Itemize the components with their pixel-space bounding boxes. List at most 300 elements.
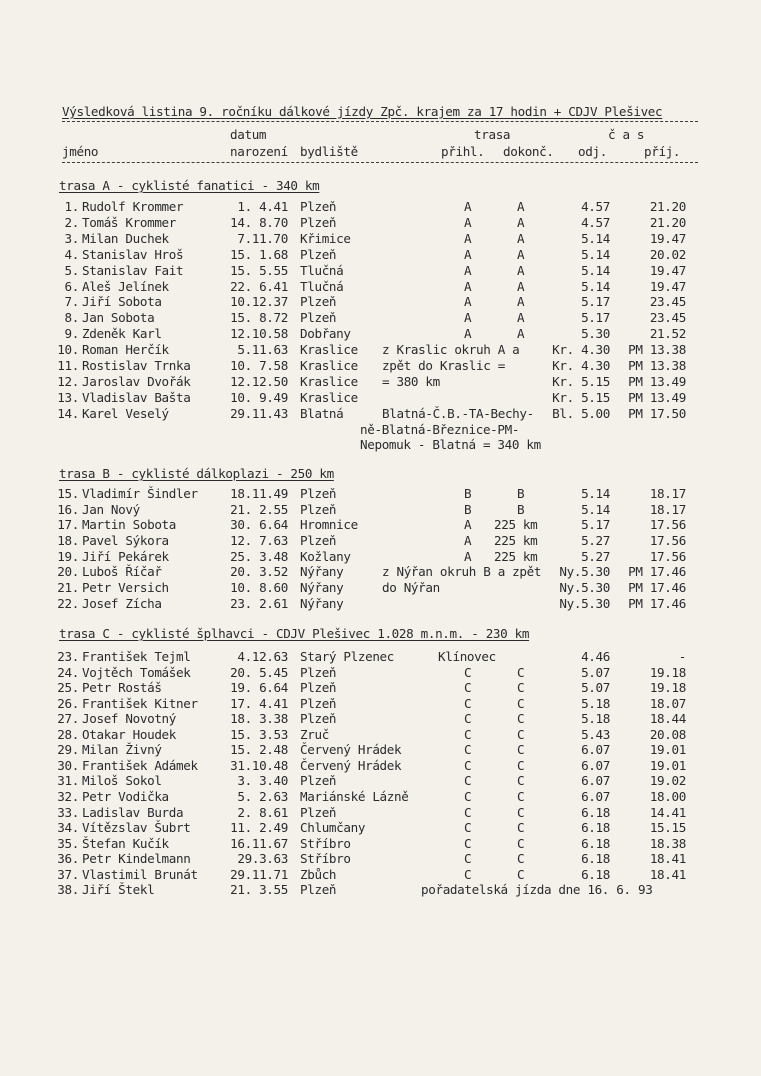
route-registered: A	[464, 247, 472, 262]
residence: Křimice	[300, 231, 351, 246]
birth-date: 11. 2.49	[230, 820, 288, 835]
header-dokonc: dokonč.	[503, 144, 554, 159]
departure-time: 5.18	[581, 711, 610, 726]
birth-date: 12.10.58	[230, 326, 288, 341]
row-number: 34.	[57, 820, 79, 835]
participant-name: Stanislav Fait	[82, 263, 184, 278]
route-completed: C	[517, 680, 525, 695]
row-number: 38.	[57, 882, 79, 897]
participant-name: Karel Veselý	[82, 406, 169, 421]
birth-date: 5.11.63	[237, 342, 288, 357]
departure-time: 6.07	[581, 789, 610, 804]
arrival-time: 21.52	[649, 326, 686, 341]
route-note: Klínovec	[438, 649, 496, 664]
residence: Nýřany	[300, 580, 344, 595]
route-registered: A	[464, 231, 472, 246]
route-registered: A	[464, 279, 472, 294]
row-number: 30.	[57, 758, 79, 773]
row-number: 28.	[57, 727, 79, 742]
row-number: 11.	[57, 358, 79, 373]
birth-date: 29.11.43	[230, 406, 288, 421]
participant-name: Vladislav Bašta	[82, 390, 191, 405]
row-number: 9.	[64, 326, 79, 341]
route-registered: C	[464, 727, 472, 742]
participant-name: Rostislav Trnka	[82, 358, 191, 373]
row-number: 21.	[57, 580, 79, 595]
route-completed: C	[517, 789, 525, 804]
residence: Plzeň	[300, 199, 337, 214]
residence: Hromnice	[300, 517, 358, 532]
departure-time: 5.14	[581, 247, 610, 262]
route-registered: B	[464, 502, 472, 517]
departure-time: 4.46	[581, 649, 610, 664]
arrival-time: 19.02	[649, 773, 686, 788]
residence: Plzeň	[300, 773, 337, 788]
arrival-time: 19.47	[649, 263, 686, 278]
participant-name: Jaroslav Dvořák	[82, 374, 191, 389]
residence: Kraslice	[300, 342, 358, 357]
departure-time: 6.07	[581, 773, 610, 788]
residence: Tlučná	[300, 279, 344, 294]
departure-time: 5.17	[581, 310, 610, 325]
route-completed: A	[517, 231, 525, 246]
birth-date: 15. 1.68	[230, 247, 288, 262]
participant-name: Otakar Houdek	[82, 727, 177, 742]
header-bydliste: bydliště	[300, 144, 358, 159]
birth-date: 4.12.63	[237, 649, 288, 664]
header-rule	[62, 162, 698, 163]
arrival-time: 19.47	[649, 279, 686, 294]
birth-date: 25. 3.48	[230, 549, 288, 564]
row-number: 8.	[64, 310, 79, 325]
participant-name: Tomáš Krommer	[82, 215, 177, 230]
departure-time: Ny.5.30	[559, 580, 610, 595]
departure-time: 4.57	[581, 215, 610, 230]
birth-date: 23. 2.61	[230, 596, 288, 611]
departure-time: 6.07	[581, 742, 610, 757]
residence: Plzeň	[300, 215, 337, 230]
section-heading: trasa C - cyklisté šplhavci - CDJV Plešivec 1.028 m.n.m. - 230 km	[59, 626, 530, 641]
departure-time: 5.14	[581, 263, 610, 278]
birth-date: 3. 3.40	[237, 773, 288, 788]
birth-date: 20. 5.45	[230, 665, 288, 680]
residence: Plzeň	[300, 665, 337, 680]
header-narozeni: narození	[230, 144, 288, 159]
row-number: 23.	[57, 649, 79, 664]
route-completed: C	[517, 696, 525, 711]
route-completed: C	[517, 805, 525, 820]
route-note: zpět do Kraslic =	[382, 358, 505, 373]
departure-time: 5.14	[581, 502, 610, 517]
section-heading: trasa A - cyklisté fanatici - 340 km	[59, 178, 320, 193]
birth-date: 7.11.70	[237, 231, 288, 246]
departure-time: 5.17	[581, 294, 610, 309]
participant-name: Pavel Sýkora	[82, 533, 169, 548]
row-number: 35.	[57, 836, 79, 851]
arrival-time: PM 17.46	[628, 564, 686, 579]
residence: Plzeň	[300, 805, 337, 820]
route-registered: C	[464, 742, 472, 757]
arrival-time: PM 13.49	[628, 374, 686, 389]
arrival-time: 21.20	[649, 199, 686, 214]
arrival-time: PM 13.38	[628, 342, 686, 357]
route-registered: C	[464, 758, 472, 773]
participant-name: Josef Novotný	[82, 711, 177, 726]
route-registered: A	[464, 533, 472, 548]
birth-date: 10. 8.60	[230, 580, 288, 595]
route-note-continued: Nepomuk - Blatná = 340 km	[360, 437, 541, 452]
participant-name: Josef Zícha	[82, 596, 162, 611]
route-registered: C	[464, 820, 472, 835]
residence: Kraslice	[300, 374, 358, 389]
participant-name: Vlastimil Brunát	[82, 867, 198, 882]
route-registered: A	[464, 549, 472, 564]
departure-time: 5.18	[581, 696, 610, 711]
route-completed: B	[517, 486, 525, 501]
route-completed: A	[517, 294, 525, 309]
row-number: 18.	[57, 533, 79, 548]
arrival-time: 17.56	[649, 517, 686, 532]
row-number: 17.	[57, 517, 79, 532]
departure-time: Kr. 4.30	[552, 342, 610, 357]
birth-date: 5. 2.63	[237, 789, 288, 804]
participant-name: Jiří Sobota	[82, 294, 162, 309]
departure-time: 6.18	[581, 805, 610, 820]
route-completed: C	[517, 711, 525, 726]
route-completed: A	[517, 247, 525, 262]
arrival-time: 23.45	[649, 310, 686, 325]
arrival-time: PM 17.50	[628, 406, 686, 421]
row-number: 15.	[57, 486, 79, 501]
title-rule	[62, 121, 698, 122]
participant-name: Jan Nový	[82, 502, 140, 517]
arrival-time: 20.08	[649, 727, 686, 742]
birth-date: 15. 8.72	[230, 310, 288, 325]
route-registered: C	[464, 789, 472, 804]
route-completed: C	[517, 773, 525, 788]
row-number: 32.	[57, 789, 79, 804]
birth-date: 10.12.37	[230, 294, 288, 309]
arrival-time: 18.07	[649, 696, 686, 711]
route-completed: A	[517, 279, 525, 294]
route-registered: A	[464, 215, 472, 230]
document-title: Výsledková listina 9. ročníku dálkové jízdy Zpč. krajem za 17 hodin + CDJV Plešivec	[62, 104, 663, 119]
route-registered: C	[464, 665, 472, 680]
departure-time: 5.14	[581, 231, 610, 246]
route-registered: C	[464, 836, 472, 851]
row-number: 16.	[57, 502, 79, 517]
participant-name: Martin Sobota	[82, 517, 177, 532]
residence: Plzeň	[300, 696, 337, 711]
participant-name: Rudolf Krommer	[82, 199, 184, 214]
residence: Plzeň	[300, 533, 337, 548]
arrival-time: 20.02	[649, 247, 686, 262]
arrival-time: 18.00	[649, 789, 686, 804]
route-registered: C	[464, 867, 472, 882]
row-number: 7.	[64, 294, 79, 309]
residence: Plzeň	[300, 680, 337, 695]
route-registered: A	[464, 517, 472, 532]
participant-name: Petr Versich	[82, 580, 169, 595]
participant-name: František Adámek	[82, 758, 198, 773]
route-completed: A	[517, 215, 525, 230]
arrival-time: 19.47	[649, 231, 686, 246]
arrival-time: PM 13.49	[628, 390, 686, 405]
residence: Stříbro	[300, 851, 351, 866]
row-number: 12.	[57, 374, 79, 389]
route-registered: A	[464, 263, 472, 278]
row-number: 3.	[64, 231, 79, 246]
birth-date: 18.11.49	[230, 486, 288, 501]
residence: Kožlany	[300, 549, 351, 564]
residence: Plzeň	[300, 711, 337, 726]
route-registered: A	[464, 310, 472, 325]
birth-date: 17. 4.41	[230, 696, 288, 711]
arrival-time: 18.41	[649, 851, 686, 866]
row-number: 13.	[57, 390, 79, 405]
route-completed: A	[517, 263, 525, 278]
residence: Kraslice	[300, 390, 358, 405]
route-completed: C	[517, 820, 525, 835]
residence: Plzeň	[300, 310, 337, 325]
birth-date: 21. 3.55	[230, 882, 288, 897]
departure-time: Kr. 5.15	[552, 374, 610, 389]
participant-name: Aleš Jelínek	[82, 279, 169, 294]
birth-date: 22. 6.41	[230, 279, 288, 294]
route-note: = 380 km	[382, 374, 440, 389]
residence: Červený Hrádek	[300, 742, 402, 757]
participant-name: Ladislav Burda	[82, 805, 184, 820]
route-completed: A	[517, 326, 525, 341]
route-completed: C	[517, 727, 525, 742]
departure-time: 5.07	[581, 665, 610, 680]
departure-time: 4.57	[581, 199, 610, 214]
row-number: 36.	[57, 851, 79, 866]
participant-name: Petr Kindelmann	[82, 851, 191, 866]
row-number: 5.	[64, 263, 79, 278]
residence: Chlumčany	[300, 820, 366, 835]
route-completed: 225 km	[494, 549, 538, 564]
departure-time: 6.07	[581, 758, 610, 773]
departure-time: 5.43	[581, 727, 610, 742]
header-jmeno: jméno	[62, 144, 99, 159]
route-registered: B	[464, 486, 472, 501]
arrival-time: 17.56	[649, 549, 686, 564]
row-number: 25.	[57, 680, 79, 695]
residence: Plzeň	[300, 502, 337, 517]
residence: Dobřany	[300, 326, 351, 341]
participant-name: Štefan Kučík	[82, 836, 169, 851]
participant-name: Vladimír Šindler	[82, 486, 198, 501]
route-note: do Nýřan	[382, 580, 440, 595]
birth-date: 12. 7.63	[230, 533, 288, 548]
residence: Plzeň	[300, 294, 337, 309]
route-completed: 225 km	[494, 533, 538, 548]
arrival-time: 18.17	[649, 486, 686, 501]
row-number: 29.	[57, 742, 79, 757]
departure-time: 6.18	[581, 851, 610, 866]
arrival-time: 17.56	[649, 533, 686, 548]
arrival-time: 19.18	[649, 680, 686, 695]
route-registered: C	[464, 805, 472, 820]
route-note-continued: ně-Blatná-Březnice-PM-	[360, 422, 520, 437]
route-completed: C	[517, 851, 525, 866]
participant-name: Luboš Říčař	[82, 564, 162, 579]
residence: Plzeň	[300, 247, 337, 262]
arrival-time: 18.38	[649, 836, 686, 851]
residence: Zbůch	[300, 867, 337, 882]
row-number: 4.	[64, 247, 79, 262]
arrival-time: 18.44	[649, 711, 686, 726]
residence: Stříbro	[300, 836, 351, 851]
birth-date: 21. 2.55	[230, 502, 288, 517]
birth-date: 31.10.48	[230, 758, 288, 773]
birth-date: 29.11.71	[230, 867, 288, 882]
departure-time: 5.30	[581, 326, 610, 341]
row-number: 31.	[57, 773, 79, 788]
arrival-time: 21.20	[649, 215, 686, 230]
header-trasa: trasa	[474, 127, 511, 142]
participant-name: Vítězslav Šubrt	[82, 820, 191, 835]
route-completed: C	[517, 742, 525, 757]
departure-time: 5.14	[581, 279, 610, 294]
departure-time: Kr. 5.15	[552, 390, 610, 405]
row-number: 27.	[57, 711, 79, 726]
birth-date: 18. 3.38	[230, 711, 288, 726]
participant-name: Stanislav Hroš	[82, 247, 184, 262]
route-note: Blatná-Č.B.-TA-Bechy-	[382, 406, 534, 421]
birth-date: 1. 4.41	[237, 199, 288, 214]
departure-time: Ny.5.30	[559, 596, 610, 611]
row-number: 20.	[57, 564, 79, 579]
birth-date: 29.3.63	[237, 851, 288, 866]
residence: Starý Plzenec	[300, 649, 395, 664]
route-registered: C	[464, 696, 472, 711]
birth-date: 30. 6.64	[230, 517, 288, 532]
birth-date: 15. 3.53	[230, 727, 288, 742]
participant-name: Zdeněk Karl	[82, 326, 162, 341]
row-number: 22.	[57, 596, 79, 611]
arrival-time: 14.41	[649, 805, 686, 820]
row-number: 14.	[57, 406, 79, 421]
row-number: 6.	[64, 279, 79, 294]
route-completed: B	[517, 502, 525, 517]
row-number: 26.	[57, 696, 79, 711]
participant-name: Vojtěch Tomášek	[82, 665, 191, 680]
birth-date: 10. 9.49	[230, 390, 288, 405]
residence: Červený Hrádek	[300, 758, 402, 773]
route-completed: C	[517, 867, 525, 882]
arrival-time: 18.17	[649, 502, 686, 517]
route-note: z Nýřan okruh B a zpět	[382, 564, 542, 579]
header-prij: příj.	[644, 144, 681, 159]
row-number: 33.	[57, 805, 79, 820]
row-number: 1.	[64, 199, 79, 214]
residence: Blatná	[300, 406, 344, 421]
route-completed: C	[517, 665, 525, 680]
departure-time: Ny.5.30	[559, 564, 610, 579]
route-completed: C	[517, 758, 525, 773]
header-datum: datum	[230, 127, 267, 142]
route-completed: C	[517, 836, 525, 851]
participant-name: Jiří Štekl	[82, 882, 155, 897]
departure-time: 6.18	[581, 867, 610, 882]
arrival-time: 15.15	[649, 820, 686, 835]
row-number: 2.	[64, 215, 79, 230]
residence: Nýřany	[300, 564, 344, 579]
departure-time: Bl. 5.00	[552, 406, 610, 421]
row-number: 24.	[57, 665, 79, 680]
row-number: 10.	[57, 342, 79, 357]
residence: Plzeň	[300, 882, 337, 897]
route-note: pořadatelská jízda dne 16. 6. 93	[421, 882, 653, 897]
route-completed: 225 km	[494, 517, 538, 532]
birth-date: 12.12.50	[230, 374, 288, 389]
route-registered: C	[464, 773, 472, 788]
birth-date: 2. 8.61	[237, 805, 288, 820]
birth-date: 15. 2.48	[230, 742, 288, 757]
birth-date: 16.11.67	[230, 836, 288, 851]
departure-time: 5.27	[581, 533, 610, 548]
residence: Zruč	[300, 727, 329, 742]
birth-date: 19. 6.64	[230, 680, 288, 695]
arrival-time: PM 17.46	[628, 580, 686, 595]
route-registered: C	[464, 851, 472, 866]
route-completed: A	[517, 199, 525, 214]
section-heading: trasa B - cyklisté dálkoplazi - 250 km	[59, 466, 334, 481]
departure-time: 5.07	[581, 680, 610, 695]
participant-name: František Tejml	[82, 649, 191, 664]
row-number: 37.	[57, 867, 79, 882]
departure-time: 5.27	[581, 549, 610, 564]
header-prihl: přihl.	[441, 144, 485, 159]
residence: Kraslice	[300, 358, 358, 373]
participant-name: Jan Sobota	[82, 310, 155, 325]
arrival-time: -	[678, 649, 686, 664]
participant-name: František Kitner	[82, 696, 198, 711]
departure-time: 5.17	[581, 517, 610, 532]
route-completed: A	[517, 310, 525, 325]
participant-name: Petr Vodička	[82, 789, 169, 804]
participant-name: Milan Duchek	[82, 231, 169, 246]
departure-time: 6.18	[581, 836, 610, 851]
route-registered: A	[464, 199, 472, 214]
route-note: z Kraslic okruh A a	[382, 342, 520, 357]
participant-name: Roman Herčík	[82, 342, 169, 357]
arrival-time: 19.18	[649, 665, 686, 680]
participant-name: Jiří Pekárek	[82, 549, 169, 564]
arrival-time: 18.41	[649, 867, 686, 882]
departure-time: Kr. 4.30	[552, 358, 610, 373]
residence: Nýřany	[300, 596, 344, 611]
birth-date: 15. 5.55	[230, 263, 288, 278]
route-registered: A	[464, 294, 472, 309]
arrival-time: 23.45	[649, 294, 686, 309]
route-registered: C	[464, 711, 472, 726]
birth-date: 14. 8.70	[230, 215, 288, 230]
residence: Tlučná	[300, 263, 344, 278]
header-odj: odj.	[578, 144, 607, 159]
participant-name: Petr Rostáš	[82, 680, 162, 695]
departure-time: 5.14	[581, 486, 610, 501]
birth-date: 20. 3.52	[230, 564, 288, 579]
participant-name: Milan Živný	[82, 742, 162, 757]
route-registered: A	[464, 326, 472, 341]
arrival-time: 19.01	[649, 742, 686, 757]
birth-date: 10. 7.58	[230, 358, 288, 373]
departure-time: 6.18	[581, 820, 610, 835]
residence: Mariánské Lázně	[300, 789, 409, 804]
